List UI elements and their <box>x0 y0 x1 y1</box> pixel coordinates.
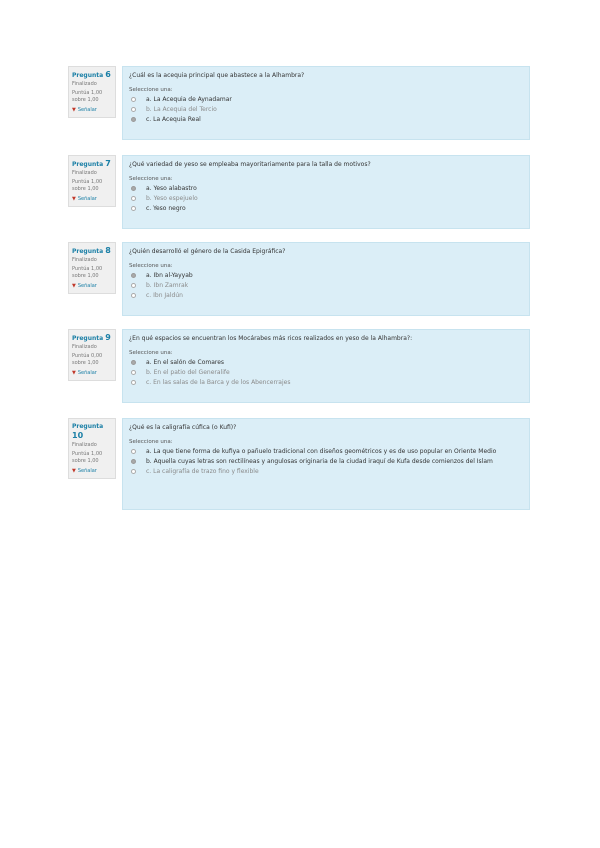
question-6 <box>68 66 530 140</box>
flag-icon: ▼ <box>72 370 76 376</box>
question-info <box>68 418 116 479</box>
answer-option[interactable]: a. La que tiene forma de kufiya o pañuelo tradicional con diseños geométricos y es de uso popular en Oriente Medio <box>129 448 523 456</box>
question-7 <box>68 155 530 229</box>
answer-option[interactable]: c. La caligrafía de trazo fino y flexible <box>129 468 523 476</box>
flag-icon: ▼ <box>72 196 76 202</box>
question-text: ¿En qué espacios se encuentran los Mocárabes más ricos realizados en yeso de la Alhambra?: <box>129 335 413 342</box>
question-number: Pregunta 8 <box>72 246 111 255</box>
flag-icon: ▼ <box>72 107 76 113</box>
answer-prompt: Seleccione una: <box>129 263 173 269</box>
answer-option[interactable]: c. La Acequia Real <box>129 116 523 124</box>
flag-question-link[interactable]: ▼ Señalar <box>72 107 97 113</box>
question-8 <box>68 242 530 316</box>
answer-option[interactable]: b. Ibn Zamrak <box>129 282 523 290</box>
question-grade: Puntúa 0,00 <box>72 353 103 359</box>
question-grade-max: sobre 1,00 <box>72 360 99 366</box>
question-grade-max: sobre 1,00 <box>72 273 99 279</box>
radio-button-selected[interactable] <box>131 186 136 191</box>
answer-option[interactable]: b. Aquella cuyas letras son rectilíneas y angulosas originaria de la ciudad iraquí de Kufa desde comienzos del Islam <box>129 458 523 466</box>
question-text: ¿Quién desarrolló el género de la Casida Epigráfica? <box>129 248 286 255</box>
question-content <box>122 242 530 316</box>
question-number: Pregunta 10 <box>72 423 104 440</box>
question-grade-max: sobre 1,00 <box>72 458 99 464</box>
question-info <box>68 242 116 294</box>
question-9 <box>68 329 530 403</box>
question-text: ¿Cuál es la acequia principal que abastece a la Alhambra? <box>129 72 305 79</box>
answer-prompt: Seleccione una: <box>129 439 173 445</box>
answer-option[interactable]: b. Yeso espejuelo <box>129 195 523 203</box>
answer-option[interactable]: a. Yeso alabastro <box>129 185 523 193</box>
answer-prompt: Seleccione una: <box>129 350 173 356</box>
answer-option[interactable]: c. Ibn Jaldún <box>129 292 523 300</box>
flag-question-link[interactable]: ▼ Señalar <box>72 283 97 289</box>
flag-icon: ▼ <box>72 468 76 474</box>
answer-prompt: Seleccione una: <box>129 176 173 182</box>
question-info <box>68 66 116 118</box>
flag-icon: ▼ <box>72 283 76 289</box>
radio-button[interactable] <box>131 206 136 211</box>
radio-button[interactable] <box>131 380 136 385</box>
question-state: Finalizado <box>72 170 97 176</box>
question-text: ¿Qué es la caligrafía cúfica (o Kufi)? <box>129 424 237 431</box>
question-state: Finalizado <box>72 81 97 87</box>
answer-option[interactable]: c. Yeso negro <box>129 205 523 213</box>
radio-button[interactable] <box>131 449 136 454</box>
question-10 <box>68 418 530 510</box>
question-text: ¿Qué variedad de yeso se empleaba mayoritariamente para la talla de motivos? <box>129 161 371 168</box>
question-info <box>68 155 116 207</box>
answer-option[interactable]: b. La Acequia del Tercio <box>129 106 523 114</box>
question-content <box>122 66 530 140</box>
question-content <box>122 155 530 229</box>
radio-button[interactable] <box>131 107 136 112</box>
answer-option[interactable]: a. En el salón de Comares <box>129 359 523 367</box>
question-info <box>68 329 116 381</box>
radio-button[interactable] <box>131 370 136 375</box>
flag-question-link[interactable]: ▼ Señalar <box>72 468 97 474</box>
answer-option[interactable]: c. En las salas de la Barca y de los Abencerrajes <box>129 379 523 387</box>
question-state: Finalizado <box>72 257 97 263</box>
answer-prompt: Seleccione una: <box>129 87 173 93</box>
answer-option[interactable]: b. En el patio del Generalife <box>129 369 523 377</box>
radio-button-selected[interactable] <box>131 117 136 122</box>
radio-button-selected[interactable] <box>131 459 136 464</box>
answer-option[interactable]: a. Ibn al-Yayyab <box>129 272 523 280</box>
question-state: Finalizado <box>72 344 97 350</box>
radio-button[interactable] <box>131 469 136 474</box>
question-state: Finalizado <box>72 442 97 448</box>
question-number: Pregunta 9 <box>72 333 111 342</box>
radio-button[interactable] <box>131 196 136 201</box>
question-grade: Puntúa 1,00 <box>72 179 103 185</box>
question-grade: Puntúa 1,00 <box>72 266 103 272</box>
answer-option[interactable]: a. La Acequia de Aynadamar <box>129 96 523 104</box>
radio-button[interactable] <box>131 97 136 102</box>
radio-button[interactable] <box>131 283 136 288</box>
question-grade-max: sobre 1,00 <box>72 186 99 192</box>
flag-question-link[interactable]: ▼ Señalar <box>72 370 97 376</box>
radio-button-selected[interactable] <box>131 273 136 278</box>
question-grade-max: sobre 1,00 <box>72 97 99 103</box>
question-grade: Puntúa 1,00 <box>72 90 103 96</box>
radio-button-selected[interactable] <box>131 360 136 365</box>
question-number: Pregunta 7 <box>72 159 111 168</box>
question-grade: Puntúa 1,00 <box>72 451 103 457</box>
radio-button[interactable] <box>131 293 136 298</box>
question-content <box>122 329 530 403</box>
question-number: Pregunta 6 <box>72 70 111 79</box>
flag-question-link[interactable]: ▼ Señalar <box>72 196 97 202</box>
question-content <box>122 418 530 510</box>
